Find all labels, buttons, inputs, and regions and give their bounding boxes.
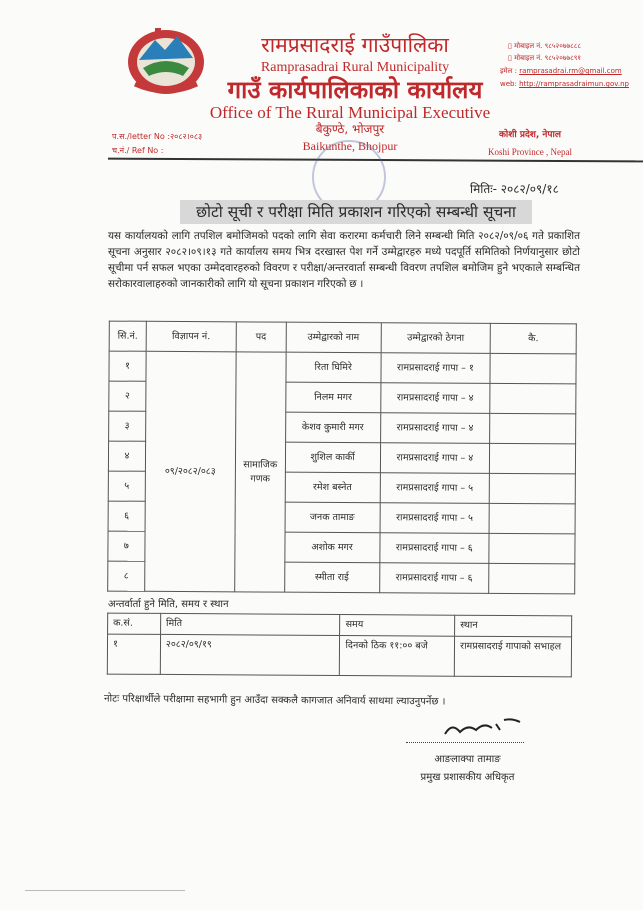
footer-line [25, 890, 185, 891]
table-header-row [109, 321, 576, 354]
cell-address: रामप्रसादराई गापा – ६ [379, 563, 489, 594]
phone-2-text: मोबाइल नं. ९८५२०७७८९१ [514, 54, 582, 62]
interview-place: रामप्रसादराई गापाको सभाहल [455, 636, 572, 677]
cell-sn: ५ [108, 471, 145, 501]
web-line [500, 79, 640, 89]
signature-line [406, 742, 524, 743]
email-line [500, 66, 640, 76]
web-link[interactable]: http://ramprasadraimun.gov.np [519, 80, 629, 88]
cell-address: रामप्रसादराई गापा – ४ [380, 413, 490, 444]
cell-remarks [490, 353, 576, 384]
col-name: उम्मेद्वारको नाम [286, 322, 381, 353]
signature [440, 714, 525, 740]
notice-title: छोटो सूची र परीक्षा मिति प्रकाशन गरिएको सम्बन्धी सूचना [180, 200, 532, 224]
cell-name: अशोक मगर [285, 532, 380, 563]
notice-date: मितिः- २०८२/०९/१८ [470, 182, 559, 196]
province-np: कोशी प्रदेश, नेपाल [499, 130, 561, 140]
cell-advert-no: ०९/२०८२/०८३ [145, 351, 236, 592]
cell-sn: ४ [108, 441, 145, 471]
interview-caption: अन्तर्वार्ता हुने मिति, समय र स्थान [108, 599, 229, 610]
phone-1 [508, 41, 643, 51]
cell-sn: ७ [108, 531, 145, 561]
col-advert-no: विज्ञापन नं. [146, 321, 236, 352]
col-post: पद [236, 322, 286, 352]
phone-1-text: मोबाइल नं. ९८५२०७७८८८ [514, 42, 582, 50]
cell-remarks [490, 443, 576, 474]
office-name-np: गाउँ कार्यपालिकाको कार्यालय [227, 76, 483, 104]
cell-remarks [490, 413, 576, 444]
cell-post: सामाजिक गणक [234, 352, 285, 592]
interview-date: २०८२/०९/१९ [160, 634, 340, 675]
phone-icon: ▯ [508, 42, 515, 50]
table-row [109, 351, 576, 384]
letter-number: प.स./letter No :२०८२।०८३ [112, 132, 203, 141]
cell-remarks [489, 563, 575, 594]
cell-remarks [489, 473, 575, 504]
cell-name: रमेश बस्नेत [285, 472, 380, 503]
cell-address: रामप्रसादराई गापा – ६ [379, 533, 489, 564]
cell-address: रामप्रसादराई गापा – ५ [380, 503, 490, 534]
note: नोटः परिक्षार्थीले परीक्षामा सहभागी हुन आउँदा सक्कलै कागजात अनिवार्य साथमा ल्याउनुपर्नेछ । [103, 693, 446, 708]
municipality-name-en: Ramprasadrai Rural Municipality [260, 60, 450, 75]
col-place: स्थान [455, 615, 572, 637]
cell-sn: ६ [108, 501, 145, 531]
interview-table [107, 613, 572, 678]
phone-2 [508, 53, 643, 63]
email-link[interactable]: ramprasadrai.rm@gmail.com [519, 67, 622, 75]
email-label: इमेल : [500, 67, 517, 75]
ref-number: च.नं./ Ref No : [112, 146, 164, 155]
col-address: उम्मेद्वारको ठेगना [381, 323, 491, 354]
cell-sn: १ [109, 351, 146, 381]
interview-sn: १ [107, 634, 160, 674]
col-sn: सि.नं. [109, 321, 146, 351]
cell-name: रिता घिमिरे [286, 352, 381, 383]
cell-name: जनक तामाङ [285, 502, 380, 533]
signatory-name: आङलाक्पा तामाङ [434, 754, 501, 765]
col-remarks: कै. [490, 323, 576, 354]
col-sn: क.सं. [108, 613, 161, 634]
cell-name: निलम मगर [286, 382, 381, 413]
cell-sn: ३ [109, 411, 146, 441]
cell-name: केशव कुमारी मगर [285, 412, 380, 443]
cell-remarks [490, 383, 576, 414]
cell-address: रामप्रसादराई गापा – ४ [380, 443, 490, 474]
cell-name: स्मीता राई [284, 562, 379, 593]
col-date: मिति [160, 613, 340, 635]
col-time: समय [340, 615, 455, 637]
office-name-en: Office of The Rural Municipal Executive [209, 103, 491, 122]
table-row [107, 634, 571, 677]
table-header-row [108, 613, 572, 637]
municipality-name-np: रामप्रसादराई गाउँपालिका [261, 33, 449, 57]
province-en: Koshi Province , Nepal [488, 147, 572, 157]
cell-address: रामप्रसादराई गापा – १ [380, 353, 490, 384]
cell-address: रामप्रसादराई गापा – ५ [380, 473, 490, 504]
phone-icon: ▯ [508, 54, 515, 62]
interview-time: दिनको ठिक ११:०० बजे [340, 636, 455, 677]
web-label: web: [500, 80, 517, 88]
cell-remarks [489, 533, 575, 564]
notice-body: यस कार्यालयको लागि तपशिल बमोजिमको पदको लागि सेवा करारमा कर्मचारी लिने सम्बन्धी मिति २०८२/०९/०६ गते प्रकाशित सूचना अनुसार २०८२।०९।१३ गते कार्यालय समय भित्र दरखास्त पेश गर्ने उम्मेद्वारहरु मध्ये पदपूर्ति समितिको निर्णयानुसार छोटो सूचीमा पर्न सफल भएका उम्मेदवारहरुको विवरण र परीक्षा/अन्तरवार्ता सम्बन्धी विवरण तपशिल बमोजिम हुने भएकाले सम्बन्धित सरोकारवालाहरुको जानकारीको लागि यो सूचना प्रकाशन गरिएको छ । [108, 230, 580, 290]
location-en: Baikunthe, Bhojpur [302, 139, 398, 153]
cell-name: शुशिल कार्की [285, 442, 380, 473]
cell-sn: २ [109, 381, 146, 411]
location-np: बैकुण्ठे, भोजपुर [315, 122, 385, 136]
cell-remarks [489, 503, 575, 534]
signatory-title: प्रमुख प्रशासकीय अधिकृत [420, 772, 515, 783]
candidate-table [107, 321, 577, 595]
cell-sn: ८ [108, 561, 145, 591]
cell-address: रामप्रसादराई गापा – ४ [380, 383, 490, 414]
